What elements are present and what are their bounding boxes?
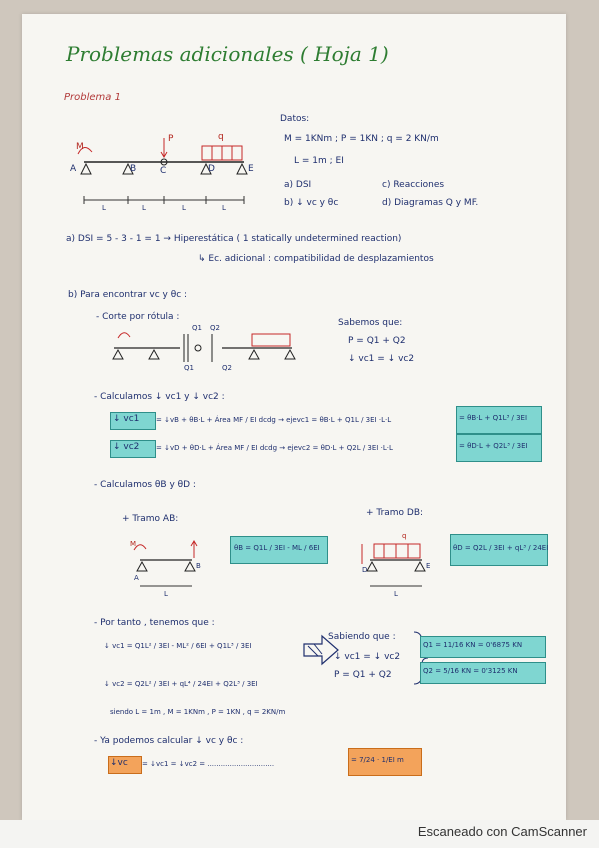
dim-l-4: L (222, 204, 226, 212)
label-q: q (218, 132, 224, 142)
eq2-mid: = ↓vD + θD·L + Área MF / EI dcdg → ejevc2 = θD·L + Q2L / 3EI ·L·L (156, 444, 393, 452)
label-a: A (70, 164, 77, 174)
label-p: P (168, 134, 174, 144)
sabiendo-line2: P = Q1 + Q2 (334, 670, 392, 680)
section-a-line1: a) DSI = 5 - 3 - 1 = 1 → Hiperestática ( 1 statically undetermined reaction) (66, 234, 402, 244)
sabemos-line2: ↓ vc1 = ↓ vc2 (348, 354, 415, 364)
section-b-heading: b) Para encontrar vc y θc : (68, 290, 188, 300)
datos-item-b: b) ↓ vc y θc (284, 198, 339, 208)
eq1-left: ↓ vc1 (113, 414, 140, 424)
label-c: C (160, 166, 167, 176)
label-d-tramo: D (362, 566, 368, 574)
label-q2-top: Q2 (210, 324, 220, 332)
sabemos-heading: Sabemos que: (338, 318, 403, 328)
eq1-mid: = ↓vB + θB·L + Área MF / EI dcdg → ejevc1 = θB·L + Q1L / 3EI ·L·L (156, 416, 392, 424)
label-q-tramo: q (402, 532, 407, 540)
q2-result: Q2 = 5/16 KN = 0'3125 KN (423, 667, 518, 675)
siendo-line: siendo L = 1m , M = 1KNm , P = 1KN , q = 2KN/m (110, 708, 286, 716)
label-b-tramo: B (196, 562, 201, 570)
datos-header: Datos: (280, 114, 310, 124)
theta-b: θB = Q1L / 3EI - ML / 6EI (234, 544, 320, 552)
camscanner-watermark: Escaneado con CamScanner (417, 824, 587, 839)
eq2-box: = θD·L + Q2L³ / 3EI (459, 442, 528, 450)
tramo-db-diagram (362, 544, 425, 586)
sabemos-line1: P = Q1 + Q2 (348, 336, 406, 346)
problem-label: Problema 1 (64, 92, 121, 103)
dim-l-db: L (394, 590, 398, 598)
ya-heading: - Ya podemos calcular ↓ vc y θc : (94, 736, 244, 746)
label-a-tramo: A (134, 574, 139, 582)
datos-line1: M = 1KNm ; P = 1KN ; q = 2 KN/m (284, 134, 439, 144)
tramo-db-label: + Tramo DB: (366, 508, 424, 518)
datos-item-d: d) Diagramas Q y MF. (382, 198, 479, 208)
page-title: Problemas adicionales ( Hoja 1) (66, 42, 389, 66)
q1-result: Q1 = 11/16 KN = 0'6875 KN (423, 641, 523, 649)
datos-item-c: c) Reacciones (382, 180, 445, 190)
label-b: B (130, 164, 137, 174)
label-q2-bottom: Q2 (222, 364, 232, 372)
final-left: ↓vc (110, 758, 128, 768)
label-d: D (208, 164, 215, 174)
label-m-tramo: M (130, 540, 137, 548)
final-result: = 7/24 · 1/EI m (351, 756, 404, 764)
eq1-box: = θB·L + Q1L³ / 3EI (459, 414, 528, 422)
section-a-line2: ↳ Ec. adicional : compatibilidad de desplazamientos (198, 254, 434, 264)
label-e: E (248, 164, 254, 174)
sabiendo-line1: ↓ vc1 = ↓ vc2 (334, 652, 401, 662)
dim-l-3: L (182, 204, 186, 212)
datos-item-a: a) DSI (284, 180, 312, 190)
datos-line2: L = 1m ; EI (294, 156, 344, 166)
final-mid: = ↓vc1 = ↓vc2 = .............................. (142, 760, 275, 768)
label-e-tramo: E (426, 562, 431, 570)
dim-l-2: L (142, 204, 146, 212)
dim-l-ab: L (164, 590, 168, 598)
scanned-sheet (22, 14, 566, 820)
label-q1-top: Q1 (192, 324, 202, 332)
hinge-cut-diagram (113, 333, 295, 362)
portanto-heading: - Por tanto , tenemos que : (94, 618, 215, 628)
corte-heading: - Corte por rótula : (96, 312, 180, 322)
dim-l-1: L (102, 204, 106, 212)
calc-theta-heading: - Calculamos θB y θD : (94, 480, 196, 490)
label-m: M (76, 142, 84, 152)
eq2-left: ↓ vc2 (113, 442, 140, 452)
result-vc2: ↓ vc2 = Q2L² / 3EI + qL⁴ / 24EI + Q2L³ / 3EI (104, 680, 258, 688)
result-vc1: ↓ vc1 = Q1L² / 3EI - ML² / 6EI + Q1L³ / 3EI (104, 642, 252, 650)
tramo-ab-diagram (134, 541, 197, 586)
tramo-ab-label: + Tramo AB: (122, 514, 179, 524)
theta-d: θD = Q2L / 3EI + qL³ / 24EI (453, 544, 549, 552)
label-q1-bottom: Q1 (184, 364, 194, 372)
calc-vc-heading: - Calculamos ↓ vc1 y ↓ vc2 : (94, 392, 225, 402)
sabiendo-heading: Sabiendo que : (328, 632, 396, 642)
